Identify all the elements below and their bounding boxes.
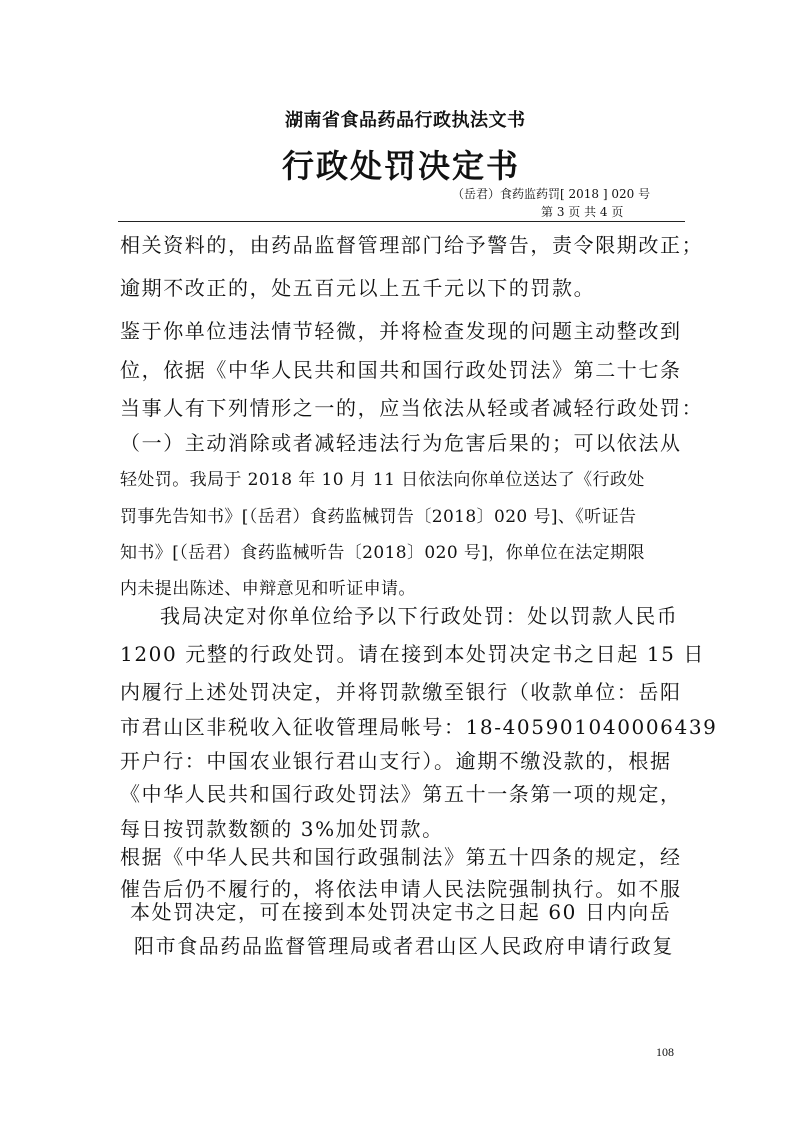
body-line: 阳市食品药品监督管理局或者君山区人民政府申请行政复 bbox=[134, 934, 674, 958]
document-title: 行政处罚决定书 bbox=[282, 147, 521, 185]
body-line: 本处罚决定，可在接到本处罚决定书之日起 60 日内向岳 bbox=[130, 900, 672, 924]
body-line: 催告后仍不履行的，将依法申请人民法院强制执行。如不服 bbox=[120, 877, 682, 901]
body-line: 鉴于你单位违法情节轻微，并将检查发现的问题主动整改到 bbox=[120, 319, 682, 343]
body-line: 罚事先告知书》[（岳君）食药监械罚告〔2018〕020 号]、《听证告 bbox=[120, 507, 637, 527]
issuing-organization: 湖南省食品药品行政执法文书 bbox=[285, 110, 526, 131]
body-line: 市君山区非税收入征收管理局帐号：18-405901040006439 bbox=[120, 715, 718, 739]
body-line: 位，依据《中华人民共和国共和国行政处罚法》第二十七条 bbox=[120, 358, 682, 382]
body-line: 相关资料的，由药品监督管理部门给予警告，责令限期改正； bbox=[120, 233, 704, 257]
page-number: 108 bbox=[656, 1045, 674, 1059]
body-line: 内履行上述处罚决定，并将罚款缴至银行（收款单位：岳阳 bbox=[120, 680, 682, 704]
body-line: 逾期不改正的，处五百元以上五千元以下的罚款。 bbox=[120, 276, 596, 300]
body-line: 当事人有下列情形之一的，应当依法从轻或者减轻行政处罚： bbox=[120, 396, 704, 420]
body-line: 知书》[（岳君）食药监械听告〔2018〕020 号]，你单位在法定期限 bbox=[120, 543, 645, 563]
body-line: 《中华人民共和国行政处罚法》第五十一条第一项的规定， bbox=[120, 782, 682, 806]
body-line: 1200 元整的行政处罚。请在接到本处罚决定书之日起 15 日 bbox=[120, 642, 706, 666]
body-line: 根据《中华人民共和国行政强制法》第五十四条的规定，经 bbox=[120, 845, 682, 869]
body-line: 轻处罚。我局于 2018 年 10 月 11 日依法向你单位送达了《行政处 bbox=[120, 470, 645, 490]
body-line: 开户行：中国农业银行君山支行）。逾期不缴没款的，根据 bbox=[120, 749, 672, 773]
body-line: 每日按罚款数额的 3%加处罚款。 bbox=[120, 817, 444, 841]
header-divider bbox=[118, 221, 685, 222]
page-info: 第 3 页 共 4 页 bbox=[541, 205, 624, 219]
body-line: 内未提出陈述、申辩意见和听证申请。 bbox=[120, 579, 416, 599]
body-line: 我局决定对你单位给予以下行政处罚：处以罚款人民币 bbox=[160, 604, 679, 628]
document-number: （岳君）食药监药罚[ 2018 ] 020 号 bbox=[452, 187, 651, 201]
body-line: （一）主动消除或者减轻违法行为危害后果的；可以依法从 bbox=[120, 431, 682, 455]
